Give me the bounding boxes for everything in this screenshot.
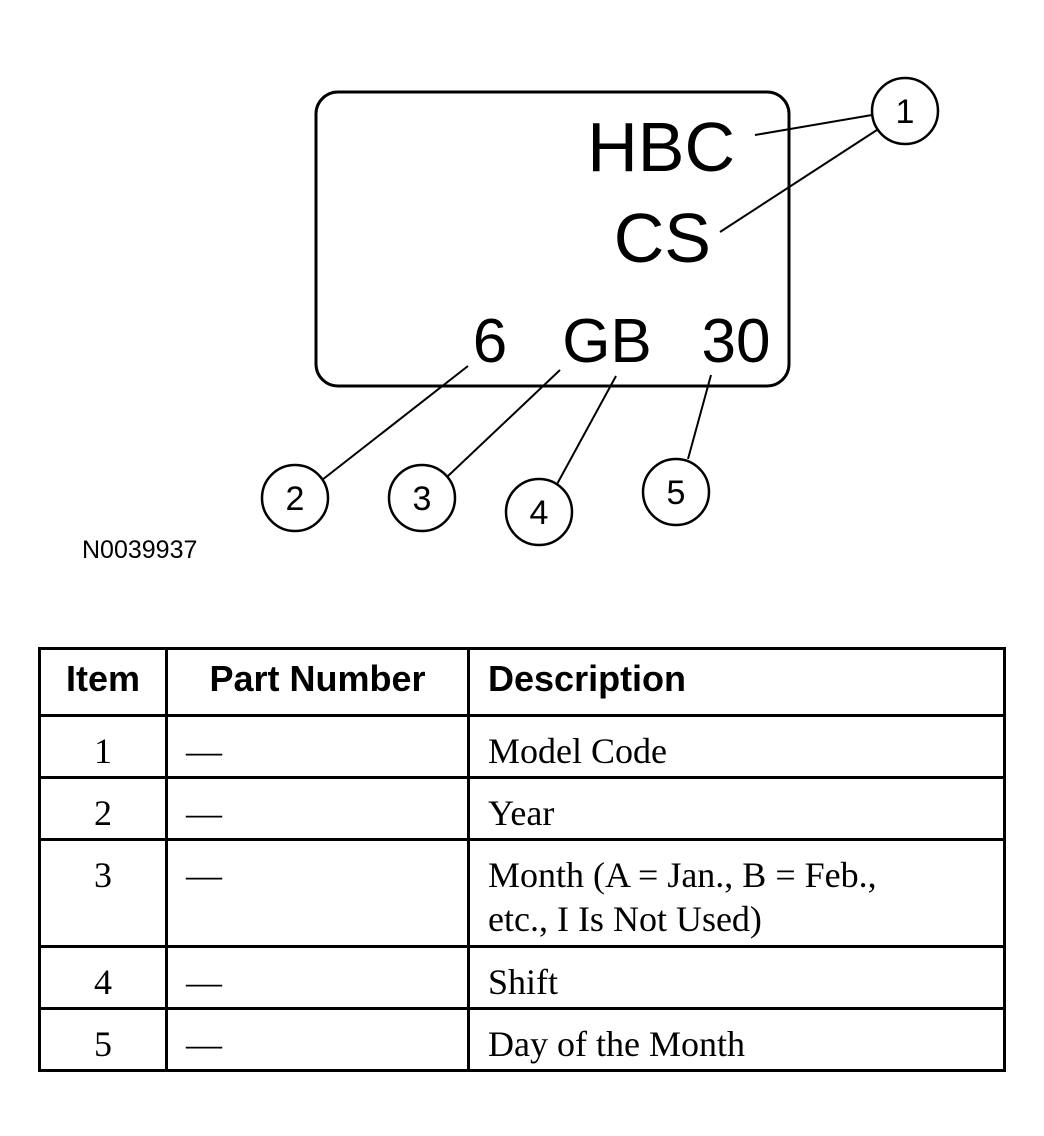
- header-description: Description: [469, 649, 1005, 716]
- header-item: Item: [40, 649, 167, 716]
- model-code-line1: HBC: [587, 108, 735, 186]
- callout-number-1: 1: [895, 93, 915, 131]
- cell-item: 2: [40, 778, 167, 840]
- cell-description: [469, 840, 1005, 947]
- leader-line-1a: [755, 115, 872, 135]
- callout-number-3: 3: [412, 480, 432, 518]
- leader-line-5: [688, 375, 711, 459]
- cell-description: Year: [469, 778, 1005, 840]
- day-code: 30: [701, 307, 771, 376]
- cell-item: 4: [40, 947, 167, 1009]
- table-header-row: [40, 649, 1005, 716]
- description-line: Month (A = Jan., B = Feb.,: [488, 855, 877, 895]
- model-code-line2: CS: [613, 199, 711, 277]
- header-part-number: Part Number: [167, 649, 469, 716]
- month-shift-code: GB: [562, 307, 652, 376]
- year-code: 6: [472, 307, 508, 376]
- cell-description: Day of the Month: [469, 1009, 1005, 1071]
- cell-part-number: —: [167, 840, 469, 947]
- cell-part-number: —: [167, 778, 469, 840]
- cell-item: 3: [40, 840, 167, 947]
- cell-description: Model Code: [469, 716, 1005, 778]
- callout-number-4: 4: [529, 494, 549, 532]
- figure-id: N0039937: [82, 536, 198, 564]
- cell-description: Shift: [469, 947, 1005, 1009]
- cell-part-number: —: [167, 947, 469, 1009]
- cell-item: 1: [40, 716, 167, 778]
- callout-number-2: 2: [285, 480, 305, 518]
- leader-line-4: [556, 376, 616, 486]
- leader-line-2: [322, 366, 468, 480]
- table-row: [40, 778, 1005, 840]
- table-row: [40, 716, 1005, 778]
- leader-line-1b: [720, 128, 880, 232]
- callout-number-5: 5: [666, 474, 686, 512]
- legend-table: [38, 647, 1006, 1072]
- cell-part-number: —: [167, 1009, 469, 1071]
- table-row: [40, 1009, 1005, 1071]
- table-row: [40, 947, 1005, 1009]
- cell-part-number: —: [167, 716, 469, 778]
- table-row: [40, 840, 1005, 947]
- cell-item: 5: [40, 1009, 167, 1071]
- description-line: etc., I Is Not Used): [488, 899, 762, 939]
